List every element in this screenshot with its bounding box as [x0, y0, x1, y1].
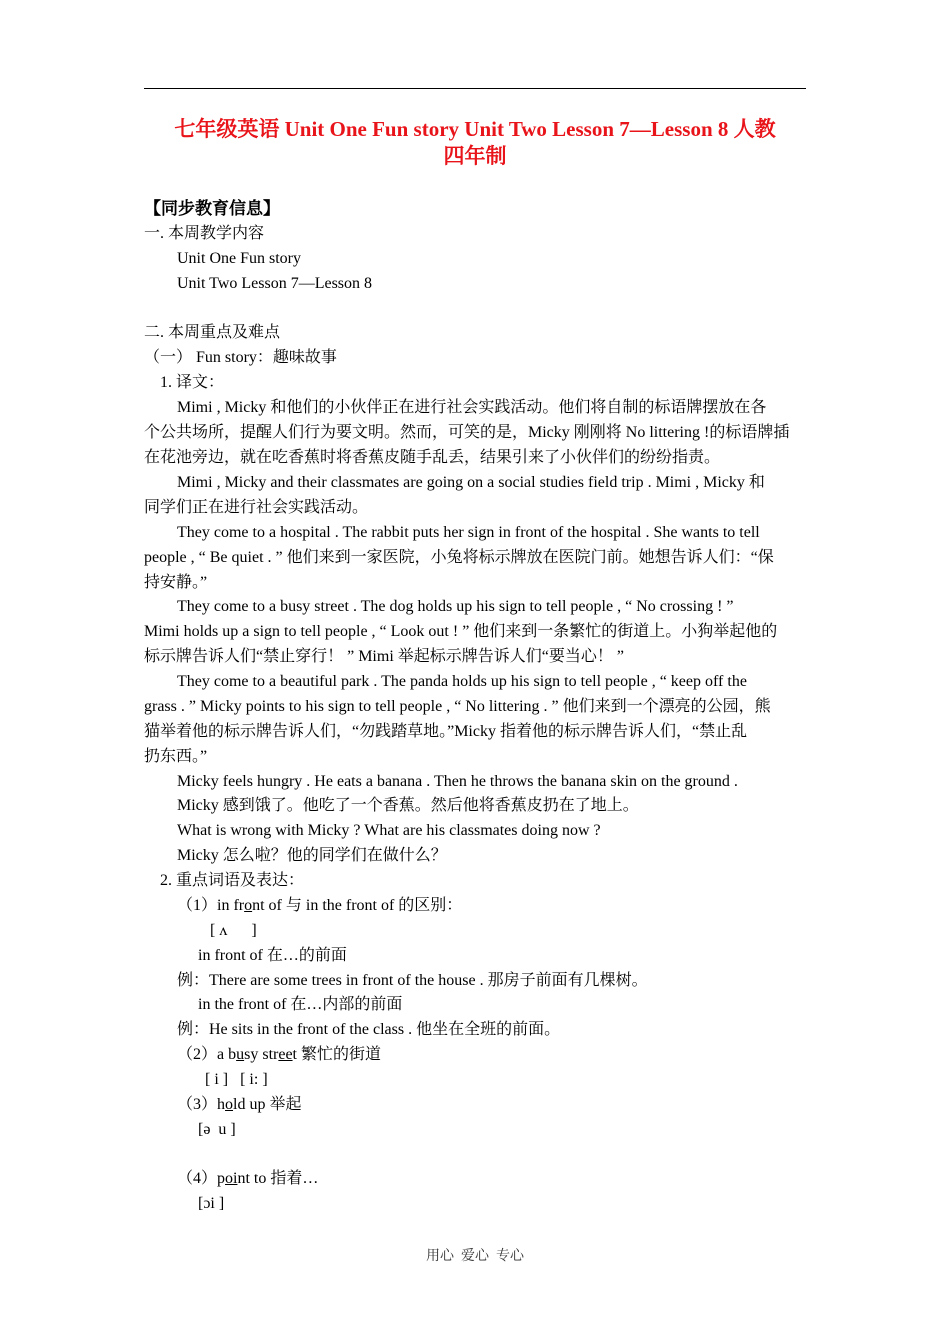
phonetic: [ i ] [ i: ]: [205, 1071, 268, 1088]
paragraph-line: grass . ” Micky points to his sign to tell people , “ No littering . ” 他们来到一个漂亮的公园，熊: [144, 698, 771, 715]
paragraph-line: 扔东西。”: [144, 748, 208, 765]
section-header: 【同步教育信息】: [144, 199, 280, 218]
part1-item-2: Unit Two Lesson 7—Lesson 8: [177, 275, 373, 292]
top-rule: [144, 88, 806, 89]
paragraph-line: 同学们正在进行社会实践活动。: [144, 499, 369, 516]
paragraph-line: They come to a hospital . The rabbit puts her sign in front of the hospital . She wants to tell: [177, 524, 760, 541]
paragraph-line: people , “ Be quiet . ” 他们来到一家医院，小兔将标示牌放在医院门前。她想告诉人们：“保: [144, 549, 774, 566]
part1-item-1: Unit One Fun story: [177, 250, 301, 267]
vocab-item-4: （4）point to 指着…: [177, 1170, 319, 1187]
paragraph-line: Micky 感到饿了。他吃了一个香蕉。然后他将香蕉皮扔在了地上。: [177, 797, 639, 814]
phonetic: [ɔi ]: [198, 1195, 225, 1212]
paragraph-line: What is wrong with Micky ? What are his classmates doing now ?: [177, 822, 601, 839]
title-line-2: 四年制: [443, 144, 507, 168]
paragraph-line: Micky feels hungry . He eats a banana . Then he throws the banana skin on the ground .: [177, 773, 738, 790]
vocab-example: 例：There are some trees in front of the house . 那房子前面有几棵树。: [177, 972, 648, 989]
paragraph-line: Mimi , Micky and their classmates are going on a social studies field trip . Mimi , Micky 和: [177, 474, 765, 491]
part2-heading: 二. 本周重点及难点: [144, 324, 281, 341]
title-line-1: 七年级英语 Unit One Fun story Unit Two Lesson 7—Lesson 8 人教: [174, 117, 776, 141]
vocab-heading: 2. 重点词语及表达：: [160, 872, 305, 889]
paragraph-line: 标示牌告诉人们“禁止穿行！ ” Mimi 举起标示牌告诉人们“要当心！ ”: [144, 648, 624, 665]
page-footer: 用心 爱心 专心: [426, 1249, 524, 1264]
paragraph-line: Mimi holds up a sign to tell people , “ Look out ! ” 他们来到一条繁忙的街道上。小狗举起他的: [144, 623, 778, 640]
part2-subheading: （一） Fun story：趣味故事: [144, 349, 337, 366]
phonetic: [ ʌ ]: [210, 922, 257, 939]
paragraph-line: 在花池旁边，就在吃香蕉时将香蕉皮随手乱丢，结果引来了小伙伴们的纷纷指责。: [144, 449, 721, 466]
paragraph-line: They come to a beautiful park . The panda holds up his sign to tell people , “ keep off the: [177, 673, 747, 690]
phonetic: [ə u ]: [198, 1121, 236, 1138]
paragraph-line: 持安静。”: [144, 574, 208, 591]
vocab-item-2: （2）a busy street 繁忙的街道: [177, 1046, 381, 1063]
paragraph-line: 猫举着他的标示牌告诉人们，“勿践踏草地。”Micky 指着他的标示牌告诉人们，“禁止乱: [144, 723, 748, 740]
translation-heading: 1. 译文：: [160, 374, 225, 391]
paragraph-line: Mimi , Micky 和他们的小伙伴正在进行社会实践活动。他们将自制的标语牌摆放在各: [177, 399, 767, 416]
document-title: [144, 116, 806, 170]
part1-heading: 一. 本周教学内容: [144, 225, 265, 242]
vocab-item-3: （3）hold up 举起: [177, 1096, 302, 1113]
vocab-definition: in front of 在…的前面: [198, 947, 347, 964]
vocab-example: 例：He sits in the front of the class . 他坐在全班的前面。: [177, 1021, 561, 1038]
vocab-item-1: （1）in front of 与 in the front of 的区别：: [177, 897, 463, 914]
paragraph-line: 个公共场所，提醒人们行为要文明。然而，可笑的是，Micky 刚刚将 No littering !的标语牌插: [144, 424, 790, 441]
paragraph-line: They come to a busy street . The dog holds up his sign to tell people , “ No crossing ! ”: [177, 598, 734, 615]
vocab-definition: in the front of 在…内部的前面: [198, 996, 403, 1013]
paragraph-line: Micky 怎么啦？他的同学们在做什么？: [177, 847, 447, 864]
